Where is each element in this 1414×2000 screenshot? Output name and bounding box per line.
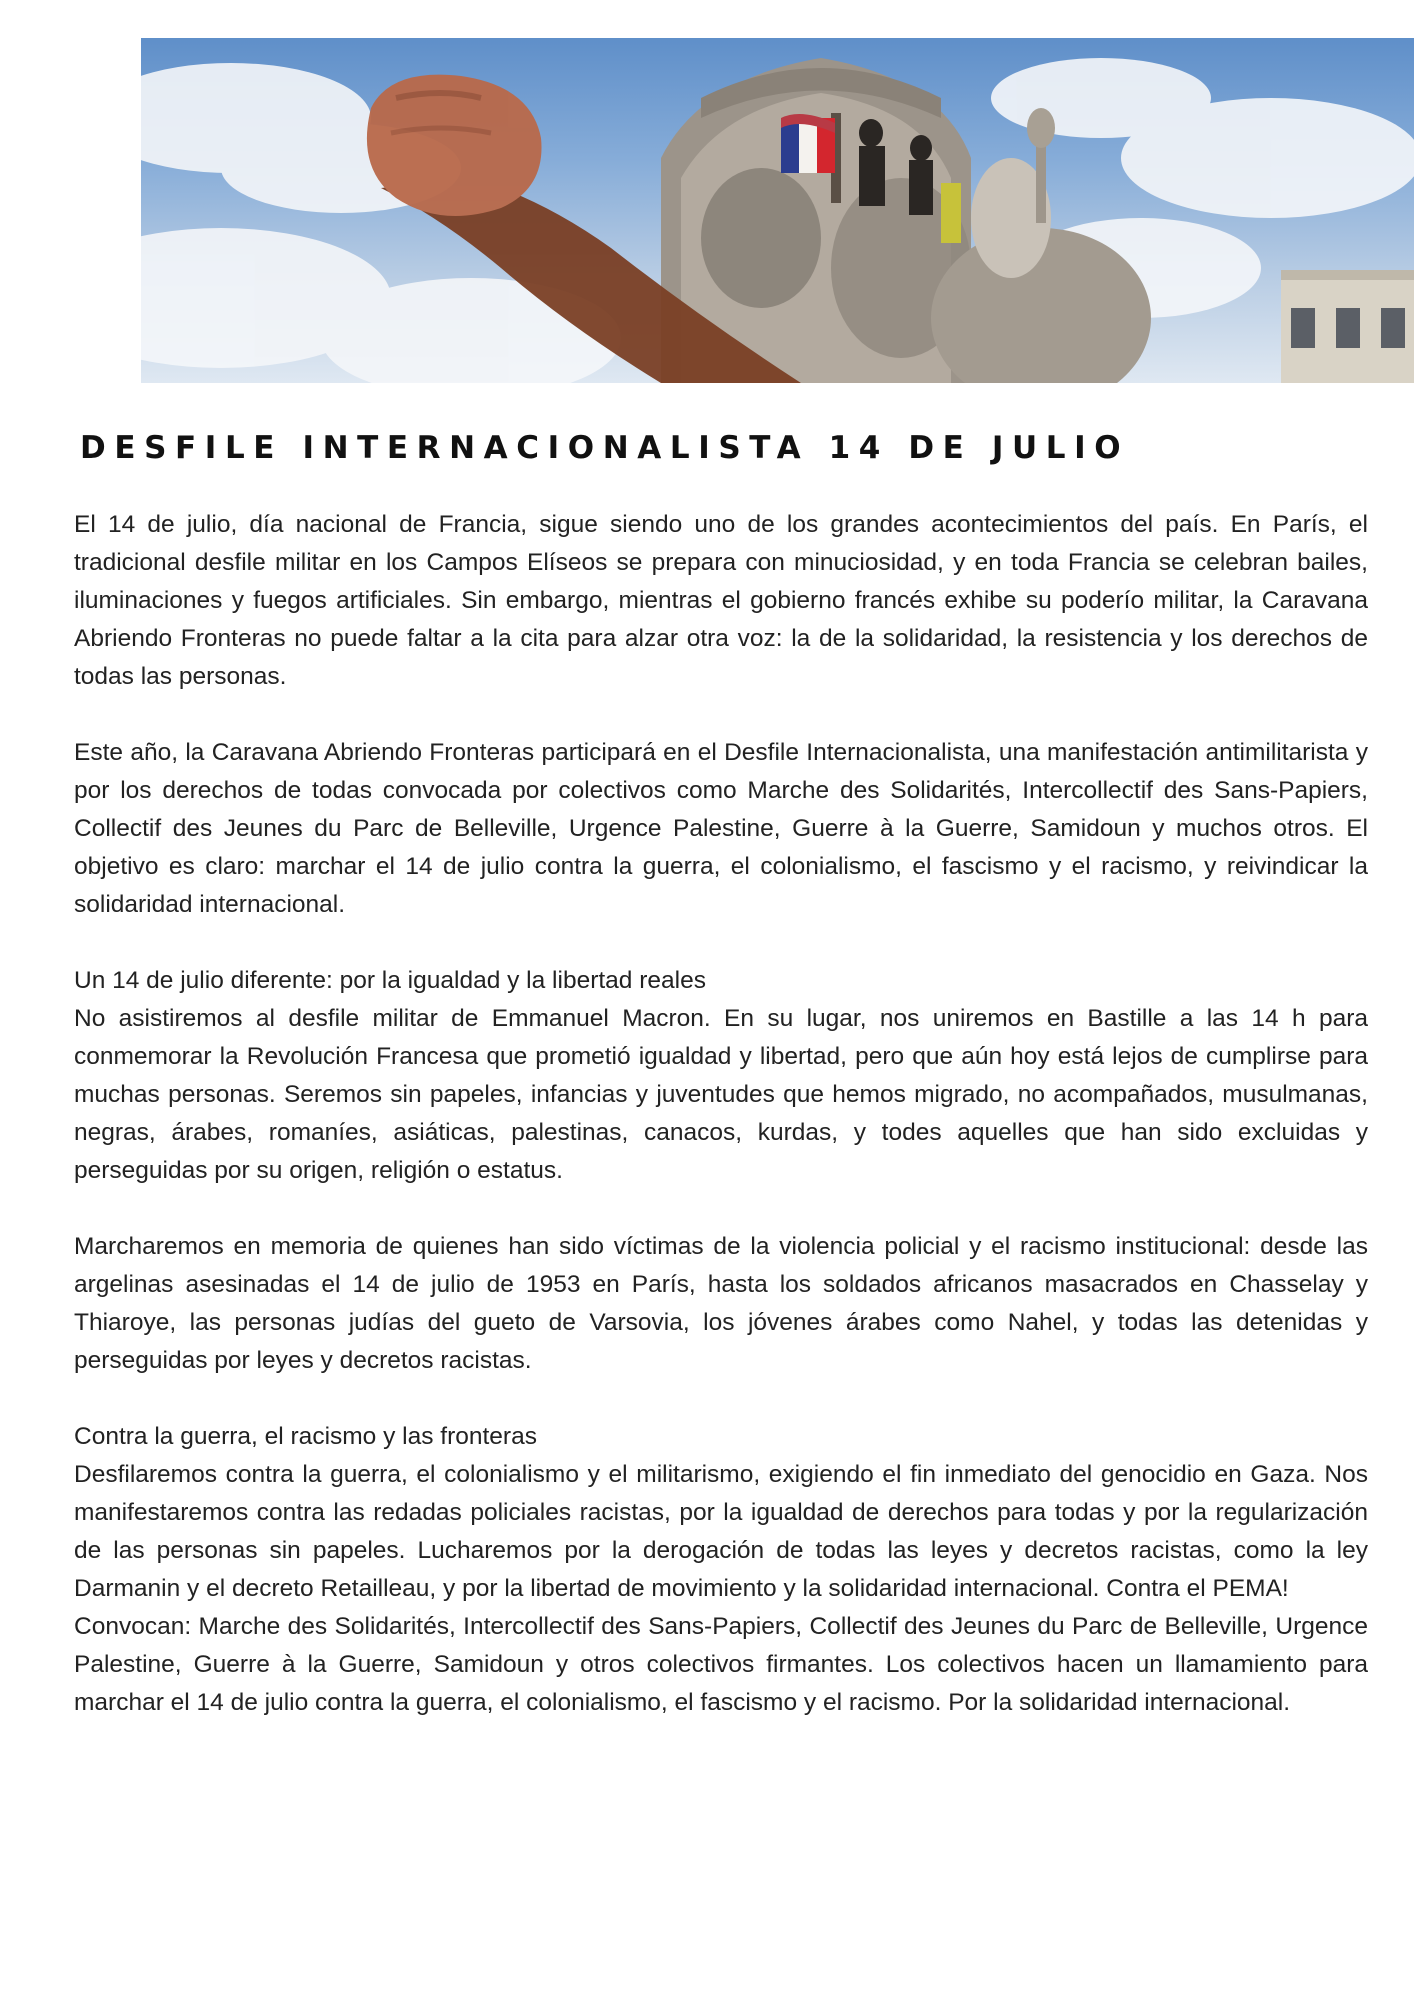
section-igualdad [74, 962, 1368, 1190]
section-contra-guerra [74, 1418, 1368, 1608]
subheading-igualdad: Un 14 de julio diferente: por la igualdad y la libertad reales [74, 967, 706, 994]
subheading-contra-guerra: Contra la guerra, el racismo y las fronteras [74, 1423, 537, 1450]
paragraph-convocan: Convocan: Marche des Solidarités, Intercollectif des Sans-Papiers, Collectif des Jeunes du Parc de Belleville, Urgence Palestine, Guerre à la Guerre, Samidoun y otros colectivos firmantes. Los colectivos hacen un llamamiento para marchar el 14 de julio contra la guerra, el colonialismo, el fascismo y el racismo. Por la solidaridad internacional. [74, 1613, 1368, 1716]
paragraph-bastille: No asistiremos al desfile militar de Emmanuel Macron. En su lugar, nos uniremos en Bastille a las 14 h para conmemorar la Revolución Francesa que prometió igualdad y libertad, pero que aún hoy está lejos de cumplirse para muchas personas. Seremos sin papeles, infancias y juventudes que hemos migrado, no acompañados, musulmanas, negras, árabes, romaníes, asiáticas, palestinas, canacos, kurdas, y todes aquelles que han sido excluidas y perseguidas por su origen, religión o estatus. [74, 1005, 1368, 1184]
paragraph-desfile: Este año, la Caravana Abriendo Fronteras participará en el Desfile Internacionalista, una manifestación antimilitarista y por los derechos de todas convocada por colectivos como Marche des Solidarités, Intercollectif des Sans-Papiers, Collectif des Jeunes du Parc de Belleville, Urgence Palestine, Guerre à la Guerre, Samidoun y muchos otros. El objetivo es claro: marchar el 14 de julio contra la guerra, el colonialismo, el fascismo y el racismo, y reivindicar la solidaridad internacional. [74, 739, 1368, 918]
header-photo [141, 38, 1414, 383]
protest-photo-illustration [141, 38, 1414, 383]
paragraph-desfilaremos: Desfilaremos contra la guerra, el colonialismo y el militarismo, exigiendo el fin inmediato del genocidio en Gaza. Nos manifestaremos contra las redadas policiales racistas, por la igualdad de derechos para todas y por la regularización de las personas sin papeles. Lucharemos por la derogación de todas las leyes y decretos racistas, como la ley Darmanin y el decreto Retailleau, y por la libertad de movimiento y la solidaridad internacional. Contra el PEMA! [74, 1461, 1368, 1602]
paragraph-intro: El 14 de julio, día nacional de Francia, sigue siendo uno de los grandes acontecimientos del país. En París, el tradicional desfile militar en los Campos Elíseos se prepara con minuciosidad, y en toda Francia se celebran bailes, iluminaciones y fuegos artificiales. Sin embargo, mientras el gobierno francés exhibe su poderío militar, la Caravana Abriendo Fronteras no puede faltar a la cita para alzar otra voz: la de la solidaridad, la resistencia y los derechos de todas las personas. [74, 511, 1368, 690]
page-title: DESFILE INTERNACIONALISTA 14 DE JULIO [80, 430, 1130, 466]
building [1281, 270, 1414, 383]
paragraph-memoria: Marcharemos en memoria de quienes han sido víctimas de la violencia policial y el racismo institucional: desde las argelinas asesinadas el 14 de julio de 1953 en París, hasta los soldados africanos masacrados en Chasselay y Thiaroye, las personas judías del gueto de Varsovia, los jóvenes árabes como Nahel, y todas las detenidas y perseguidas por leyes y decretos racistas. [74, 1233, 1368, 1374]
article-body [74, 506, 1368, 1722]
